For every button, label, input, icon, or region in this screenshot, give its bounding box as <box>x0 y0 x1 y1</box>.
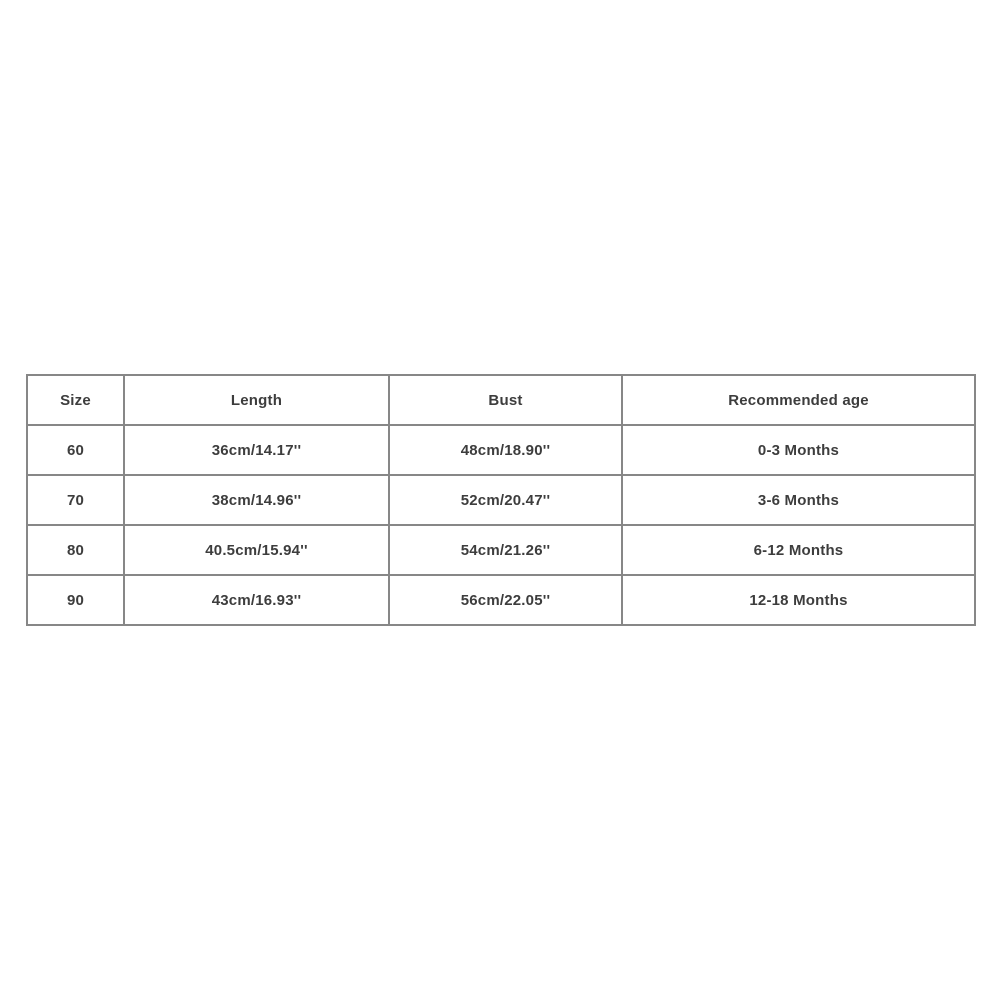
cell-bust: 56cm/22.05'' <box>389 575 622 625</box>
table-header-row <box>27 375 975 425</box>
cell-recommended-age: 6-12 Months <box>622 525 975 575</box>
cell-recommended-age: 3-6 Months <box>622 475 975 525</box>
cell-length: 40.5cm/15.94'' <box>124 525 389 575</box>
cell-bust: 54cm/21.26'' <box>389 525 622 575</box>
cell-bust: 52cm/20.47'' <box>389 475 622 525</box>
cell-size: 70 <box>27 475 124 525</box>
cell-length: 36cm/14.17'' <box>124 425 389 475</box>
cell-size: 80 <box>27 525 124 575</box>
header-recommended-age: Recommended age <box>622 375 975 425</box>
table-row <box>27 525 975 575</box>
cell-length: 38cm/14.96'' <box>124 475 389 525</box>
cell-size: 90 <box>27 575 124 625</box>
table-row <box>27 475 975 525</box>
header-bust: Bust <box>389 375 622 425</box>
cell-size: 60 <box>27 425 124 475</box>
size-chart-table <box>26 374 976 626</box>
table-row <box>27 425 975 475</box>
header-size: Size <box>27 375 124 425</box>
cell-recommended-age: 0-3 Months <box>622 425 975 475</box>
header-length: Length <box>124 375 389 425</box>
cell-length: 43cm/16.93'' <box>124 575 389 625</box>
table-row <box>27 575 975 625</box>
cell-recommended-age: 12-18 Months <box>622 575 975 625</box>
cell-bust: 48cm/18.90'' <box>389 425 622 475</box>
